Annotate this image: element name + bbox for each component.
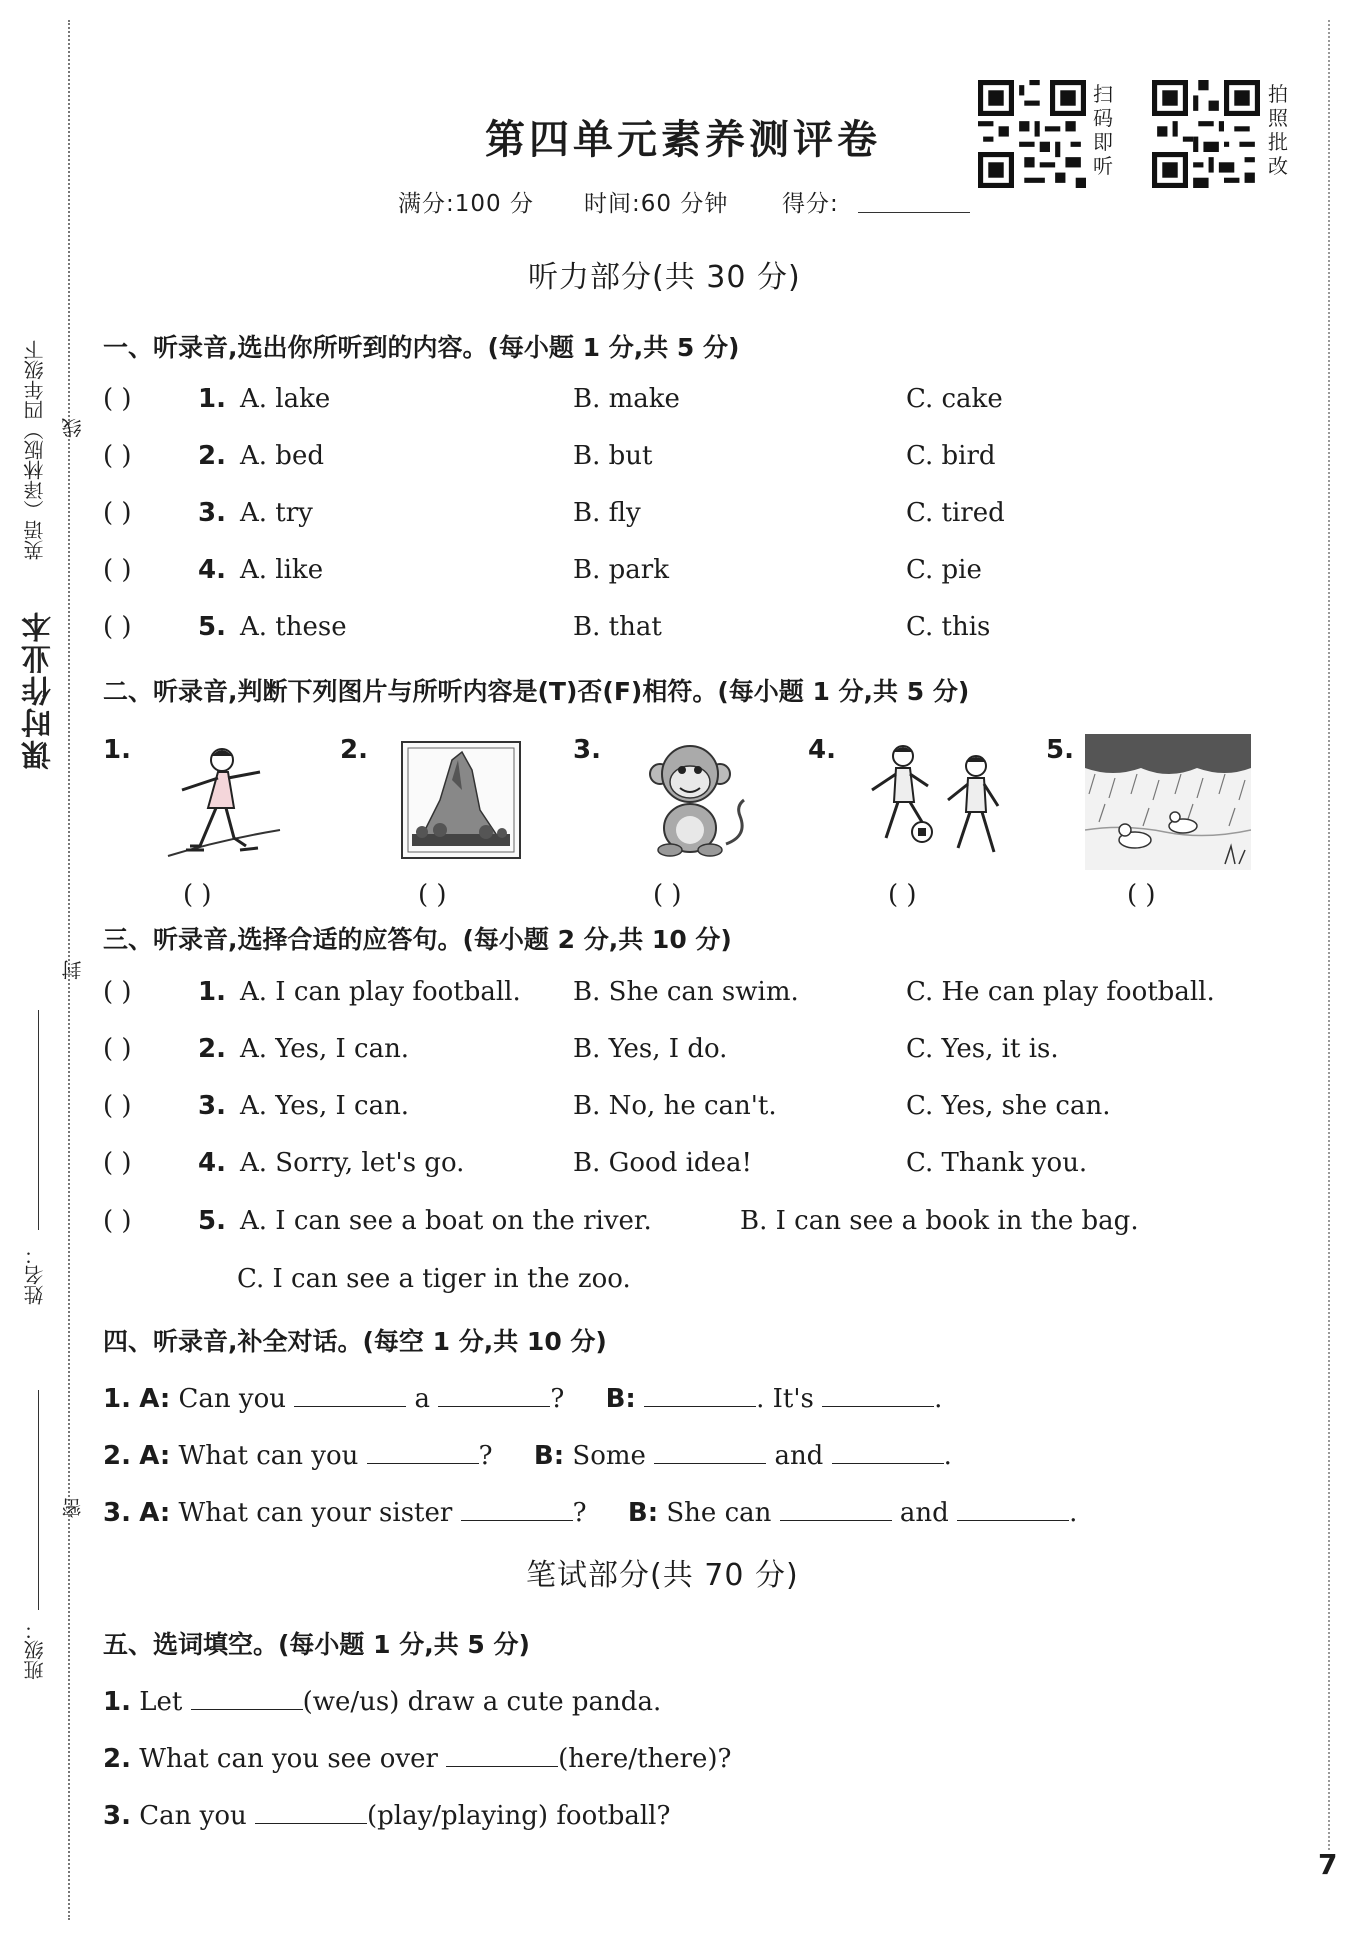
item-number: 2. [198, 1034, 226, 1064]
brand-label: 课时作业本 [22, 610, 57, 770]
qr-grade-label: 拍照批改 [1268, 82, 1288, 178]
list-item [103, 1683, 661, 1717]
answer-paren[interactable]: ( ) [103, 1206, 132, 1236]
answer-paren[interactable]: ( ) [103, 384, 132, 414]
dialogue-text: ? [478, 1441, 493, 1471]
item-number: 5. [198, 1206, 226, 1236]
dialogue-text: Can you [178, 1384, 287, 1414]
answer-paren[interactable]: ( ) [103, 1034, 132, 1064]
page-number: 7 [1318, 1848, 1338, 1881]
answer-blank[interactable] [367, 1437, 479, 1464]
dialogue-1 [103, 1380, 942, 1414]
listening-section-title: 听力部分(共 30 分) [528, 260, 801, 295]
speaker-b: B: [605, 1384, 636, 1414]
answer-blank[interactable] [255, 1797, 367, 1824]
part1-heading: 一、听录音,选出你所听到的内容。(每小题 1 分,共 5 分) [103, 333, 740, 362]
list-item [103, 1740, 732, 1774]
answer-paren[interactable]: ( ) [103, 498, 132, 528]
answer-paren[interactable]: ( ) [103, 1091, 132, 1121]
dialogue-text: What can you [178, 1441, 359, 1471]
item-number: 2. [103, 1744, 131, 1774]
answer-paren[interactable]: ( ) [103, 1148, 132, 1178]
answer-blank[interactable] [957, 1494, 1069, 1521]
pic-number: 2. [340, 735, 368, 765]
item-number: 5. [198, 612, 226, 642]
name-label: 姓名： [23, 1245, 47, 1305]
option-c: C. Yes, she can. [906, 1091, 1111, 1121]
speaker-a: A: [139, 1441, 171, 1471]
sentence-text: (play/playing) football? [367, 1801, 671, 1831]
option-a: A. Yes, I can. [240, 1034, 410, 1064]
option-b: B. No, he can't. [573, 1091, 777, 1121]
score-label: 得分: [782, 191, 839, 217]
answer-blank[interactable] [780, 1494, 892, 1521]
answer-blank[interactable] [644, 1380, 756, 1407]
option-b: B. She can swim. [573, 977, 799, 1007]
option-a: A. like [240, 555, 324, 585]
class-line [38, 1390, 39, 1610]
answer-paren[interactable]: ( ) [418, 880, 447, 910]
answer-blank[interactable] [294, 1380, 406, 1407]
dialogue-text: ? [550, 1384, 565, 1414]
qr-listen-icon[interactable] [978, 80, 1086, 188]
answer-blank[interactable] [446, 1740, 558, 1767]
answer-blank[interactable] [191, 1683, 303, 1710]
writing-section-title: 笔试部分(共 70 分) [526, 1558, 799, 1593]
item-number: 4. [198, 1148, 226, 1178]
sentence-text: Can you [139, 1801, 247, 1831]
answer-blank[interactable] [832, 1437, 944, 1464]
qr-listen-label: 扫码即听 [1093, 82, 1113, 178]
boys-football-icon [858, 740, 1008, 865]
dialogue-text: . [1069, 1498, 1078, 1528]
answer-blank[interactable] [461, 1494, 573, 1521]
item-number: 2. [103, 1441, 131, 1471]
option-c: C. pie [906, 555, 982, 585]
full-score: 满分:100 分 [398, 191, 534, 217]
dialogue-text: . [756, 1384, 765, 1414]
item-number: 1. [198, 384, 226, 414]
answer-blank[interactable] [438, 1380, 550, 1407]
part2-heading: 二、听录音,判断下列图片与所听内容是(T)否(F)相符。(每小题 1 分,共 5 分) [103, 677, 970, 706]
seal2-label: 密 [61, 1498, 85, 1518]
sentence-text: What can you see over [139, 1744, 438, 1774]
option-a: A. these [240, 612, 347, 642]
sentence-text: (here/there)? [558, 1744, 732, 1774]
item-number: 1. [103, 1687, 131, 1717]
option-b: B. but [573, 441, 653, 471]
time-limit: 时间:60 分钟 [584, 191, 729, 217]
score-blank[interactable] [858, 212, 970, 213]
option-a: A. try [240, 498, 313, 528]
part4-heading: 四、听录音,补全对话。(每空 1 分,共 10 分) [103, 1327, 607, 1356]
dialogue-text: She can [666, 1498, 772, 1528]
option-a: A. Sorry, let's go. [240, 1148, 465, 1178]
answer-blank[interactable] [654, 1437, 766, 1464]
option-b: B. Yes, I do. [573, 1034, 728, 1064]
dialogue-text: What can your sister [178, 1498, 453, 1528]
option-a: A. I can play football. [240, 977, 521, 1007]
answer-paren[interactable]: ( ) [1127, 880, 1156, 910]
answer-paren[interactable]: ( ) [888, 880, 917, 910]
dialogue-text: and [774, 1441, 824, 1471]
part3-heading: 三、听录音,选择合适的应答句。(每小题 2 分,共 10 分) [103, 925, 732, 954]
option-c: C. cake [906, 384, 1003, 414]
speaker-a: A: [139, 1384, 171, 1414]
answer-paren[interactable]: ( ) [103, 612, 132, 642]
option-c: C. bird [906, 441, 996, 471]
option-c: C. tired [906, 498, 1005, 528]
answer-paren[interactable]: ( ) [183, 880, 212, 910]
option-b: B. fly [573, 498, 641, 528]
dialogue-text: Some [572, 1441, 646, 1471]
dialogue-3 [103, 1494, 1077, 1528]
item-number: 3. [198, 1091, 226, 1121]
series-label: 英语（译林版）四年级下 [23, 340, 47, 560]
dialogue-text: and [899, 1498, 949, 1528]
class-label: 班级： [23, 1620, 47, 1680]
pic-number: 3. [573, 735, 601, 765]
dialogue-text: a [414, 1384, 431, 1414]
skating-girl-icon [160, 738, 290, 868]
dialogue-2 [103, 1437, 952, 1471]
option-c: C. He can play football. [906, 977, 1215, 1007]
dialogue-text: . [934, 1384, 943, 1414]
item-number: 2. [198, 441, 226, 471]
item-number: 1. [103, 1384, 131, 1414]
option-a: A. bed [240, 441, 324, 471]
dialogue-text: . [943, 1441, 952, 1471]
answer-paren[interactable]: ( ) [103, 977, 132, 1007]
mountain-picture-icon [400, 740, 522, 860]
dialogue-text: It's [772, 1384, 814, 1414]
rain-ducks-icon [1085, 734, 1251, 870]
option-c: C. Thank you. [906, 1148, 1088, 1178]
option-c: C. Yes, it is. [906, 1034, 1059, 1064]
monkey-icon [640, 740, 750, 860]
speaker-b: B: [533, 1441, 565, 1471]
option-c: C. this [906, 612, 991, 642]
part5-heading: 五、选词填空。(每小题 1 分,共 5 分) [103, 1630, 530, 1659]
pic-number: 5. [1046, 735, 1074, 765]
answer-paren[interactable]: ( ) [653, 880, 682, 910]
option-b: B. I can see a book in the bag. [740, 1206, 1139, 1236]
list-item [103, 1797, 670, 1831]
option-c: C. I can see a tiger in the zoo. [237, 1264, 631, 1294]
option-a: A. lake [240, 384, 331, 414]
seal-label: 封 [61, 960, 85, 980]
option-b: B. that [573, 612, 662, 642]
sentence-text: (we/us) draw a cute panda. [302, 1687, 662, 1717]
right-dotted-line [1328, 20, 1330, 1850]
option-b: B. Good idea! [573, 1148, 752, 1178]
item-number: 3. [103, 1801, 131, 1831]
answer-blank[interactable] [822, 1380, 934, 1407]
option-a: A. Yes, I can. [240, 1091, 410, 1121]
item-number: 3. [198, 498, 226, 528]
pic-number: 1. [103, 735, 131, 765]
cut-line-label: 线 [61, 418, 85, 438]
speaker-b: B: [627, 1498, 659, 1528]
pic-number: 4. [808, 735, 836, 765]
item-number: 4. [198, 555, 226, 585]
option-a: A. I can see a boat on the river. [240, 1206, 652, 1236]
answer-paren[interactable]: ( ) [103, 555, 132, 585]
speaker-a: A: [139, 1498, 171, 1528]
page-title: 第四单元素养测评卷 [485, 116, 881, 163]
option-b: B. make [573, 384, 680, 414]
dialogue-text: ? [572, 1498, 587, 1528]
item-number: 3. [103, 1498, 131, 1528]
option-b: B. park [573, 555, 669, 585]
item-number: 1. [198, 977, 226, 1007]
qr-grade-icon[interactable] [1152, 80, 1260, 188]
sentence-text: Let [139, 1687, 183, 1717]
name-line [38, 1010, 39, 1230]
answer-paren[interactable]: ( ) [103, 441, 132, 471]
